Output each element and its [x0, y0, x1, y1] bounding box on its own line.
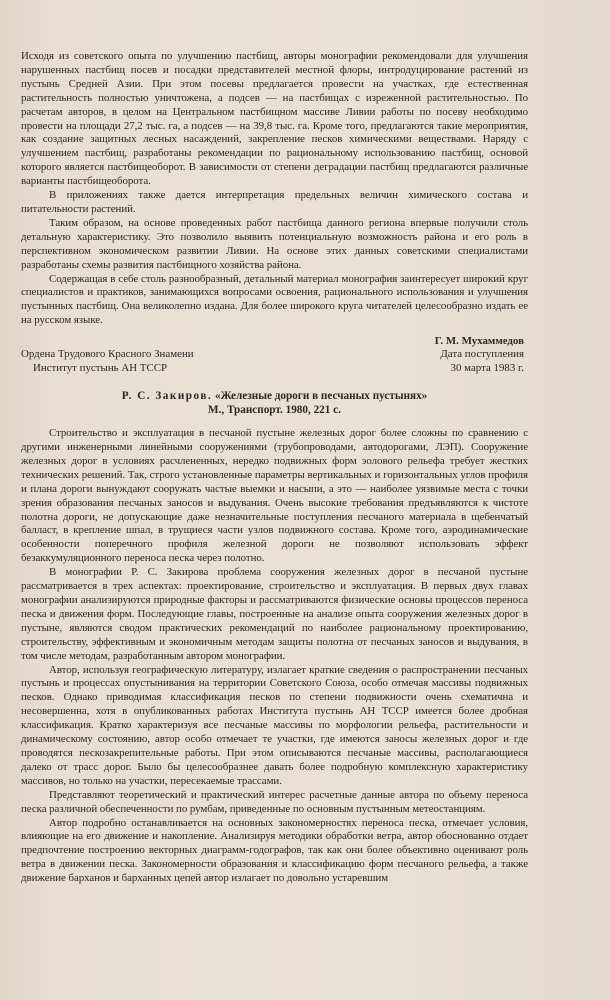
signature-date — [440, 348, 528, 375]
signature-block — [21, 348, 528, 375]
paragraph: Таким образом, на основе проведенных работ пастбища данного региона впервые получили столь детальную характеристику. Это позволило выявить потенциальную возможность района и его роль в перспективном экономическом развитии Ливии. На основе этих данных советскими специалистами разработаны схемы развития пастбищного хозяйства района. — [21, 216, 528, 271]
paragraph: Строительство и эксплуатация в песчаной пустыне железных дорог более сложны по сравнению с другими инженерными линейными сооружениями (трубопроводами, автодорогами, ЛЭП). Сооружение железных дорог в условиях расчлененных, нередко подвижных форм эолового рельефа требует жестких технических решений. Так, строго установленные параметры вертикальных и горизонтальных углов профиля и плана дороги вынуждают сооружать частые выемки и насыпи, а это — наиболее уязвимые места с точки зрения образования песчаных заносов и выдувания. Очень высокие требования предъявляются к чистоте полотна дороги, не допускающие даже незначительные поступления песчаного материала в щебенчатый балласт, в крепление шпал, в трущиеся части узлов подвижного состава. Кроме того, аэродинамические особенности поперечного профиля железной дороги не позволяют использовать эффект безаккумуляционного переноса песка через полотно. — [21, 427, 528, 565]
received-label: Дата поступления — [440, 348, 524, 361]
review-section-2 — [21, 389, 528, 886]
review-heading-line-1 — [21, 389, 528, 403]
signature-institution — [21, 348, 194, 375]
paragraph: Содержащая в себе столь разнообразный, детальный материал монография заинтересует широкий круг специалистов и практиков, занимающихся вопросами освоения, рационального использования и улучшения пустынных пастбищ. Она великолепно издана. Для более широкого круга читателей целесообразно издать ее на русском языке. — [21, 272, 528, 327]
review-book-author: Р. С. Закиров. — [121, 390, 213, 403]
institution-line: Ордена Трудового Красного Знамени — [21, 348, 194, 361]
review-heading — [21, 389, 528, 417]
paragraph: Представляют теоретический и практический интерес расчетные данные автора по объему переноса песка различной обеспеченности по румбам, приведенные по основным пустынным метеостанциям. — [21, 788, 528, 815]
institution-line: Институт пустынь АН ТССР — [33, 361, 168, 374]
paragraph: В монографии Р. С. Закирова проблема сооружения железных дорог в песчаной пустыне рассматривается в трех аспектах: проектирование, строительство и эксплуатация. В первых двух главах монографии анализируются природные факторы и рассматриваются физические основы процессов переноса песка и движения форм. Последующие главы, построенные на анализе опыта сооружения железных дорог в пустыне, являются сводом практических рекомендаций по наиболее рациональному проектированию, строительству, эффективным и экономичным методам защиты полотна от песчаных заносов и выдувания, в том числе методам, разработанным автором монографии. — [21, 566, 528, 662]
received-date: 30 марта 1983 г. — [450, 361, 524, 374]
paragraph: В приложениях также дается интерпретация предельных величин химического состава и питательности растений. — [21, 189, 528, 215]
signature-author: Г. М. Мухаммедов — [434, 335, 524, 348]
paragraph: Автор, используя географическую литературу, излагает краткие сведения о распространении песчаных пустынь и процессах опустынивания на территории Советского Союза, особо отмечая массивы подвижных песков. Однако приводимая классификация песков по степени подвижности очень схематична и несовершенна, хотя в опубликованных работах Института пустынь АН ТССР имеется более дробная классификация. Кратко характеризуя все песчаные массивы по морфологии рельефа, растительности и динамическому состоянию, автор особо отмечает те участки, где имеются заносы железных дорог и где проводятся пескозакрепительные работы. При этом описываются песчаные массивы, располагающиеся далеко от трасс дорог. Было бы целесообразнее давать более подробную комплексную характеристику массивов, но только на участки, пересекаемые трассами. — [21, 663, 528, 787]
review-body — [21, 427, 528, 886]
review-section-1 — [21, 50, 528, 375]
review-book-publication: М., Транспорт. 1980, 221 с. — [208, 404, 341, 417]
paragraph: Автор подробно останавливается на основных закономерностях переноса песка, отмечает условия, влияющие на его движение и накопление. Анализируя методики обработки ветра, автор обоснованно отдает предпочтение построению векторных диаграмм-годографов, так как они более объективно оценивают роль ветра в движении песка. Закономерности образования и классификацию форм песчаного рельефа, а также движение барханов и барханных цепей автор излагает по довольно устаревшим — [21, 816, 528, 885]
review-book-title: «Железные дороги в песчаных пустынях» — [214, 390, 428, 403]
paragraph: Исходя из советского опыта по улучшению пастбищ, авторы монографии рекомендовали для улучшения нарушенных пастбищ посев и посадки представителей местной флоры, интродуцирование растений из пустынь Средней Азии. При этом посевы предлагается провести на участках, где естественная растительность полностью уничтожена, а подсев — на пастбищах с изреженной растительностью. По расчетам авторов, в целом на Центральном пастбищном массиве Ливии работы по посеву необходимо провести на площади 27,2 тыс. га, а подсев — на 39,8 тыс. га. Кроме того, предлагаются такие мероприятия, как создание защитных лесных насаждений, закрепление песков химическими веществами. Наряду с улучшением пастбищ, разработаны рекомендации по рациональному использованию пастбищ, основой которого является пастбищеоборот. В зависимости от степени деградации пастбищ предлагаются различные варианты пастбищеоборота. — [21, 50, 528, 188]
